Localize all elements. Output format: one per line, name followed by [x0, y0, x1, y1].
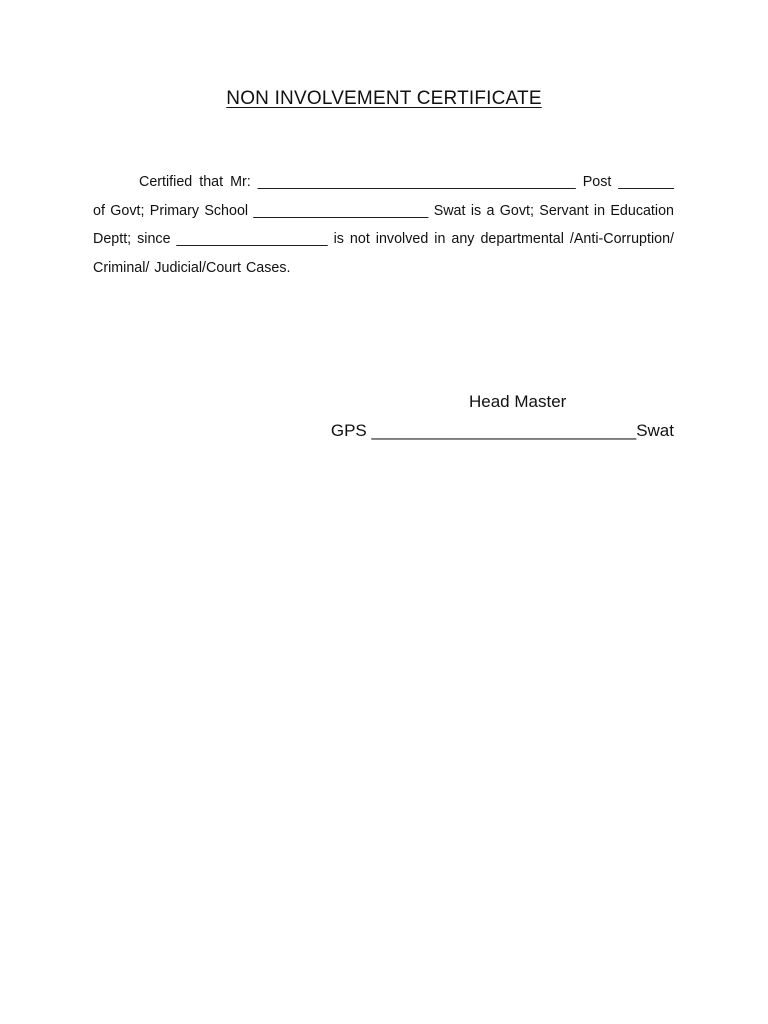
certificate-body-text: Certified that Mr: ________________________________________ Post _______ of Govt; Primary School ______________________ Swat is a Govt; Servant in Education Deptt; since ___________________ is not involved in any departmental /Anti-Corruption/ Criminal/ Judicial/Court Cases.	[93, 174, 679, 276]
document-title: NON INVOLVEMENT CERTIFICATE	[226, 88, 542, 109]
certificate-body	[93, 168, 679, 282]
signatory-designation: Head Master	[469, 392, 567, 411]
signatory-school-line: GPS ____________________________Swat	[330, 421, 674, 440]
